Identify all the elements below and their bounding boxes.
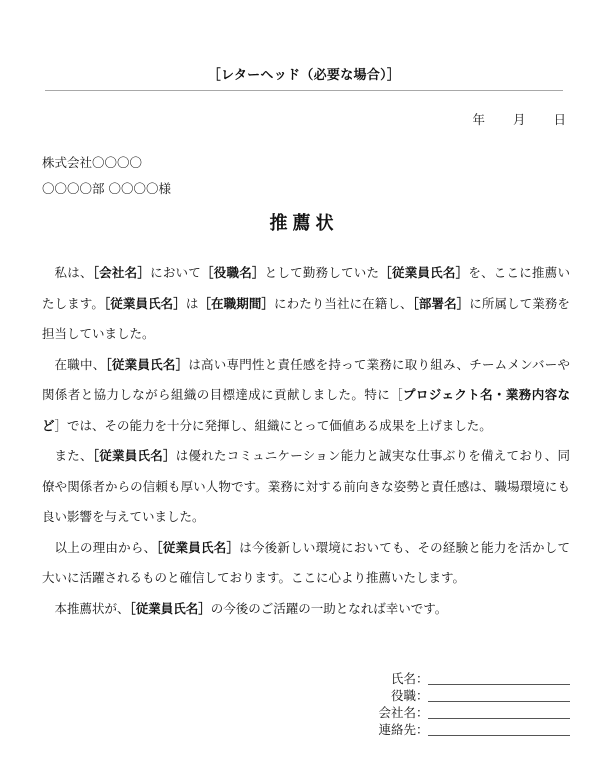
signature-block (360, 670, 570, 738)
body-text: 在職中、 (54, 356, 106, 372)
paragraph-3 (42, 441, 570, 533)
signature-field-contact[interactable] (428, 723, 570, 736)
signature-row-company (360, 704, 570, 721)
body-text: において (150, 265, 202, 280)
paragraph-2 (42, 350, 570, 442)
body-text: また、 (54, 448, 93, 463)
body-text: を、ここに推薦いたします。 (42, 265, 570, 311)
date-year: 年 (472, 112, 485, 127)
body-text: は高い専門性と責任感を持って業務に取り組み、チームメンバーや関係者と協力しながら組織の目標達成に貢献しました。特に［ (42, 356, 570, 402)
signature-colon: ： (416, 671, 429, 686)
body-text: として勤務していた (264, 265, 380, 280)
date-month: 月 (512, 112, 526, 127)
body-text: 私は、 (54, 265, 93, 280)
signature-row-contact (360, 721, 570, 738)
paragraph-1 (42, 258, 570, 350)
placeholder-field: ［役職名］ (201, 265, 265, 280)
addressee-block (42, 150, 171, 202)
body-text: は優れたコミュニケーション能力と誠実な仕事ぶりを備えており、同僚や関係者からの信頼も厚い人物です。業務に対する前向きな姿勢と責任感は、職場環境にも良い影響を与えていました。 (42, 448, 570, 524)
placeholder-field: ［従業員氏名］ (105, 356, 189, 372)
placeholder-field: ［会社名］ (92, 265, 151, 280)
signature-label-name: 氏名 (390, 671, 416, 686)
signature-label-position: 役職 (390, 688, 416, 703)
body-text: にわたり当社に在籍し、 (274, 295, 413, 311)
body-text: に所属して業務を担当していました。 (42, 295, 570, 341)
addressee-company: 株式会社〇〇〇〇 (42, 155, 143, 170)
letterhead-divider (45, 90, 563, 91)
signature-row-position (360, 687, 570, 704)
addressee-department-person: 〇〇〇〇部 〇〇〇〇様 (42, 181, 171, 196)
signature-label-company: 会社名 (378, 705, 416, 720)
body-text: は (185, 295, 199, 311)
body-text: ］では、その能力を十分に発揮し、組織にとって価値ある成果を上げました。 (54, 417, 492, 433)
letter-body (42, 258, 570, 624)
placeholder-field: ［部署名］ (412, 295, 470, 311)
body-text: 以上の理由から、 (54, 539, 157, 555)
signature-label-contact: 連絡先 (378, 722, 416, 737)
letterhead-placeholder: ［レターヘッド（必要な場合）］ (207, 68, 401, 83)
placeholder-field: ［従業員氏名］ (92, 448, 176, 463)
body-text: は今後新しい環境においても、その経験と能力を活かして大いに活躍されるものと確信しております。ここに心より推薦いたします。 (42, 539, 570, 585)
date-line (472, 110, 566, 128)
paragraph-5 (42, 594, 570, 625)
placeholder-field: ［従業員氏名］ (379, 265, 469, 280)
document-title: 推薦状 (269, 213, 339, 234)
signature-colon: ： (416, 705, 429, 720)
date-day: 日 (553, 112, 566, 127)
placeholder-field: ［従業員氏名］ (103, 295, 186, 311)
signature-field-name[interactable] (428, 672, 570, 685)
signature-colon: ： (416, 688, 429, 703)
signature-field-company[interactable] (428, 706, 570, 719)
signature-row-name (360, 670, 570, 687)
signature-field-position[interactable] (428, 689, 570, 702)
placeholder-field: ［在職期間］ (198, 295, 275, 311)
placeholder-field: ［従業員氏名］ (156, 539, 240, 555)
body-text: の今後のご活躍の一助となれば幸いです。 (210, 600, 448, 616)
signature-colon: ： (416, 722, 429, 737)
body-text: 本推薦状が、 (54, 600, 130, 616)
placeholder-field: ［従業員氏名］ (129, 600, 211, 616)
paragraph-4 (42, 533, 570, 594)
placeholder-field: プロジェクト名・業務内容など (42, 387, 570, 433)
